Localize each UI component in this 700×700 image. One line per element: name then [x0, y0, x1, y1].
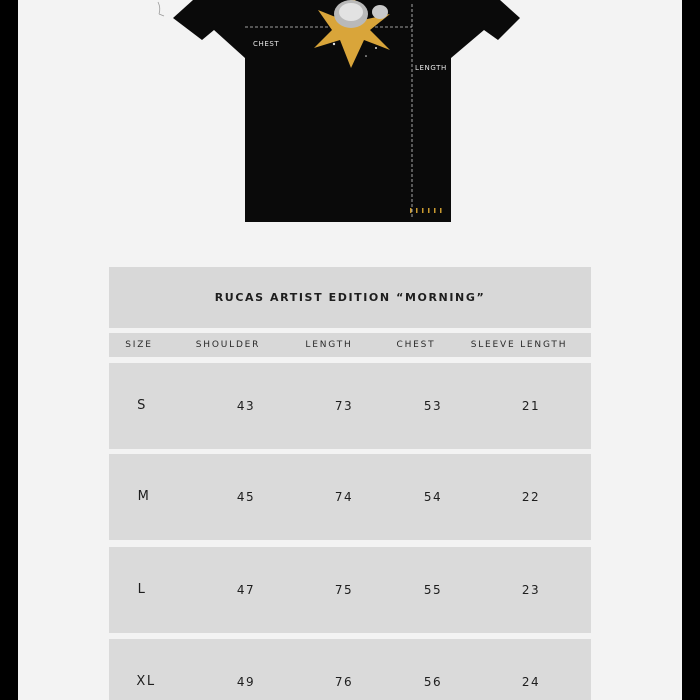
table-row — [109, 454, 591, 540]
header-length: LENGTH — [305, 340, 353, 350]
sleeve-length-cell: 21 — [521, 399, 541, 413]
size-cell: XL — [136, 674, 156, 689]
table-row — [109, 363, 591, 449]
table-row — [109, 639, 591, 700]
header-chest: CHEST — [396, 340, 436, 350]
size-chart-title: RUCAS ARTIST EDITION “MORNING” — [214, 291, 486, 304]
chest-cell: 53 — [423, 399, 443, 413]
sleeve-length-cell: 23 — [521, 583, 541, 597]
shoulder-cell: 49 — [236, 675, 256, 689]
sleeve-length-cell: 22 — [521, 490, 541, 504]
shoulder-cell: 47 — [236, 583, 256, 597]
length-cell: 76 — [334, 675, 354, 689]
size-chart-header-row — [109, 333, 591, 357]
header-size: SIZE — [125, 340, 153, 350]
length-cell: 75 — [334, 583, 354, 597]
size-cell: M — [137, 489, 151, 504]
tshirt-illustration — [18, 0, 682, 230]
table-row — [109, 547, 591, 633]
shoulder-cell: 43 — [236, 399, 256, 413]
size-cell: L — [137, 582, 147, 597]
header-shoulder: SHOULDER — [195, 340, 261, 350]
sleeve-length-cell: 24 — [521, 675, 541, 689]
sketch-mark — [158, 2, 164, 16]
chest-cell: 54 — [423, 490, 443, 504]
length-label: LENGTH — [415, 64, 447, 72]
length-cell: 74 — [334, 490, 354, 504]
chest-label: CHEST — [253, 40, 280, 48]
chest-cell: 56 — [423, 675, 443, 689]
length-cell: 73 — [334, 399, 354, 413]
chest-cell: 55 — [423, 583, 443, 597]
size-cell: S — [137, 398, 147, 413]
tshirt-measurement-diagram — [18, 0, 682, 230]
header-sleeve-length: SLEEVE LENGTH — [470, 340, 568, 350]
shoulder-cell: 45 — [236, 490, 256, 504]
size-chart-title-band — [109, 267, 591, 328]
size-guide-page — [18, 0, 682, 700]
